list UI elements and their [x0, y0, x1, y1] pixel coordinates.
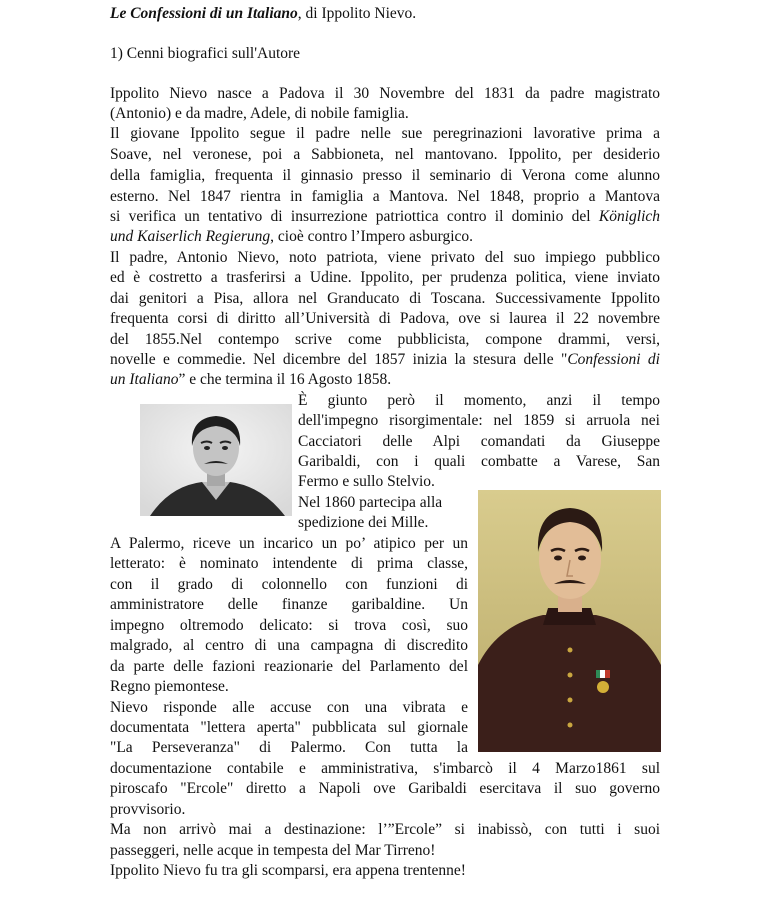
- text-line: con il grado di colonnello con funzioni di: [110, 576, 468, 593]
- text-line: esterno. Nel 1847 rientra in famiglia a Mantova. Nel 1848, proprio a Mantova: [110, 188, 660, 205]
- text-line: piroscafo "Ercole" diretto a Napoli ove Garibaldi esercitava il suo governo: [110, 780, 660, 797]
- italic-term: Königlich: [598, 208, 661, 225]
- title-italic: Le Confessioni di un Italiano: [110, 5, 298, 22]
- text-line: frequenta corsi di diritto all’Università di Padova, ove si laurea il 22 novembre: [110, 310, 660, 327]
- document-title: [110, 4, 416, 24]
- text-line: "La Perseveranza" di Palermo. Con tutta la: [110, 739, 468, 756]
- text-line: (Antonio) e da madre, Adele, di nobile famiglia.: [110, 105, 409, 122]
- text-line: si verifica un tentativo di insurrezione patriottica contro il dominio del Königlich: [110, 208, 661, 225]
- text-line: A Palermo, riceve un incarico un po’ atipico per un: [110, 535, 468, 552]
- italic-term: Confessioni di: [567, 351, 660, 368]
- section-heading: 1) Cenni biografici sull'Autore: [110, 45, 301, 62]
- text-line: amministratore delle finanze garibaldine. Un: [110, 596, 468, 613]
- text-line: Fermo e sullo Stelvio.: [298, 473, 435, 490]
- text-line: È giunto però il momento, anzi il tempo: [298, 392, 660, 409]
- text-line: Ippolito Nievo fu tra gli scomparsi, era appena trentenne!: [110, 862, 466, 879]
- text-line: Il giovane Ippolito segue il padre nelle sue peregrinazioni lavorative prima a: [110, 125, 660, 142]
- text-line: spedizione dei Mille.: [298, 514, 429, 531]
- text-line: impegno oltremodo delicato: si trova così, suo: [110, 617, 468, 634]
- text-line: provvisorio.: [110, 801, 186, 818]
- italic-term: und Kaiserlich Regierung: [110, 228, 271, 245]
- text-line: Cacciatori delle Alpi comandati da Giuseppe: [298, 433, 660, 450]
- text-line: und Kaiserlich Regierung, cioè contro l’Impero asburgico.: [110, 228, 474, 245]
- italic-term: un Italiano: [110, 371, 179, 388]
- text-line: del 1855.Nel contempo scrive come pubblicista, compone drammi, versi,: [110, 331, 660, 348]
- text-line: Ippolito Nievo nasce a Padova il 30 Novembre del 1831 da padre magistrato: [110, 85, 660, 102]
- text-line: ed è costretto a trasferirsi a Udine. Ippolito, per prudenza politica, viene inviato: [110, 269, 660, 286]
- text-line: novelle e commedie. Nel dicembre del 1857 inizia la stesura delle "Confessioni di: [110, 351, 660, 368]
- text-line: letterato: è nominato intendente di prima classe,: [110, 555, 468, 572]
- text-line: documentata "lettera aperta" pubblicata sul giornale: [110, 719, 468, 736]
- text-line: Il padre, Antonio Nievo, noto patriota, viene privato del suo impiego pubblico: [110, 249, 660, 266]
- text-line: da parte delle fazioni reazionarie del Parlamento del: [110, 658, 468, 675]
- portrait-bw-image: [140, 404, 292, 516]
- nievo-portrait-color: [478, 490, 661, 752]
- text-line: dai genitori a Pisa, allora nel Granducato di Toscana. Successivamente Ippolito: [110, 290, 660, 307]
- text-line: Regno piemontese.: [110, 678, 229, 695]
- text-line: dell'impegno risorgimentale: nel 1859 si arruola nei: [298, 412, 660, 429]
- portrait-color-image: [478, 490, 661, 752]
- text-line: Garibaldi, con i quali combatte a Varese, San: [298, 453, 660, 470]
- nievo-photo-bw: [140, 404, 292, 516]
- text-line: Ma non arrivò mai a destinazione: l’”Ercole” si inabissò, con tutti i suoi: [110, 821, 660, 838]
- text-line: Nievo risponde alle accuse con una vibrata e: [110, 699, 468, 716]
- text-line: documentazione contabile e amministrativa, s'imbarcò il 4 Marzo1861 sul: [110, 760, 660, 777]
- text-line: passeggeri, nelle acque in tempesta del Mar Tirreno!: [110, 842, 436, 859]
- text-line: Soave, nel veronese, poi a Sabbioneta, nel mantovano. Ippolito, per desiderio: [110, 146, 660, 163]
- text-line: della famiglia, frequenta il ginnasio presso il seminario di Verona come alunno: [110, 167, 660, 184]
- text-line: Nel 1860 partecipa alla: [298, 494, 443, 511]
- text-line: malgrado, al centro di una campagna di discredito: [110, 637, 468, 654]
- title-rest: , di Ippolito Nievo.: [297, 5, 417, 22]
- text-line: un Italiano” e che termina il 16 Agosto 1858.: [110, 371, 392, 388]
